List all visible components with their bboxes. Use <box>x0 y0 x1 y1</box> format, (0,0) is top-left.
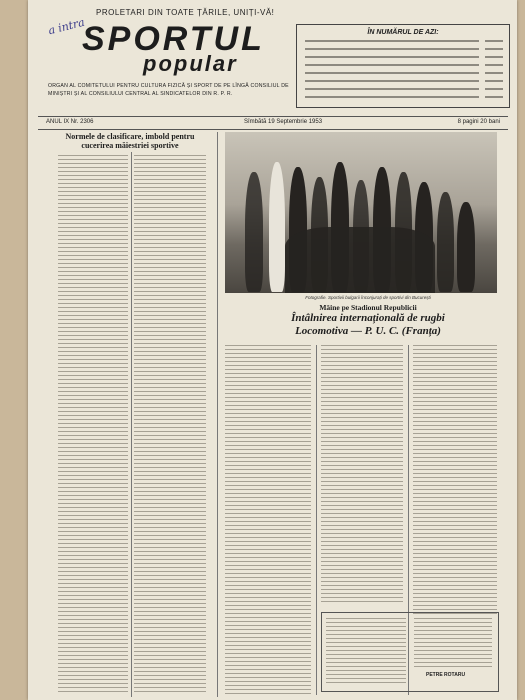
rugby-headline-teams: Locomotiva — P. U. C. (Franța) <box>295 325 441 337</box>
issue-date: Sîmbătă 19 Septembrie 1953 <box>244 119 323 125</box>
newspaper-title: SPORTUL <box>82 20 265 58</box>
contents-row <box>305 70 503 76</box>
text-column <box>321 345 403 605</box>
text-column <box>413 345 497 615</box>
column-rule <box>316 345 317 695</box>
pages-price: 8 pagini 20 bani <box>457 119 500 125</box>
article-author: PETRE ROTARU <box>426 672 466 678</box>
rugby-article-headline <box>233 303 503 338</box>
contents-heading: ÎN NUMĂRUL DE AZI: <box>367 29 439 36</box>
text-column <box>414 618 492 668</box>
text-column <box>326 618 406 684</box>
contents-row <box>305 46 503 52</box>
contents-row <box>305 94 503 100</box>
contents-box <box>296 24 510 108</box>
contents-row <box>305 62 503 68</box>
slogan: PROLETARI DIN TOATE ȚĂRILE, UNIȚI-VĂ! <box>96 8 275 17</box>
newspaper-subtitle: popular <box>143 51 238 76</box>
masthead <box>48 6 303 118</box>
rugby-headline-main: Întâlnirea internațională de rugbi <box>291 312 445 324</box>
rugby-headline-kicker: Mâine pe Stadionul Republicii <box>319 303 417 312</box>
contents-row <box>305 38 503 44</box>
organ-statement: ORGAN AL COMITETULUI PENTRU CULTURA FIZICĂ ȘI SPORT DE PE LÎNGĂ CONSILIUL DE MINIȘTRI ȘI AL CONSILIULUI CENTRAL AL SINDICATELOR DIN R. P. R. <box>48 83 289 97</box>
text-column <box>134 155 206 695</box>
contents-row <box>305 54 503 60</box>
contents-row <box>305 78 503 84</box>
column-rule <box>131 152 132 697</box>
team-photograph <box>225 132 497 293</box>
contents-row <box>305 86 503 92</box>
dateline <box>38 116 508 130</box>
column-rule <box>217 132 218 697</box>
issue-number: ANUL IX Nr. 2306 <box>46 119 94 125</box>
photo-caption: Fotografie. Sportivii bulgarii înconjurați de sportivi din București <box>305 295 431 300</box>
handwritten-note: a intra <box>46 15 86 38</box>
text-column <box>58 155 128 695</box>
newspaper-page <box>28 0 517 700</box>
text-column <box>225 345 311 695</box>
left-article-headline: Normele de clasificare, imbold pentru cucerirea măiestriei sportive <box>65 132 195 150</box>
